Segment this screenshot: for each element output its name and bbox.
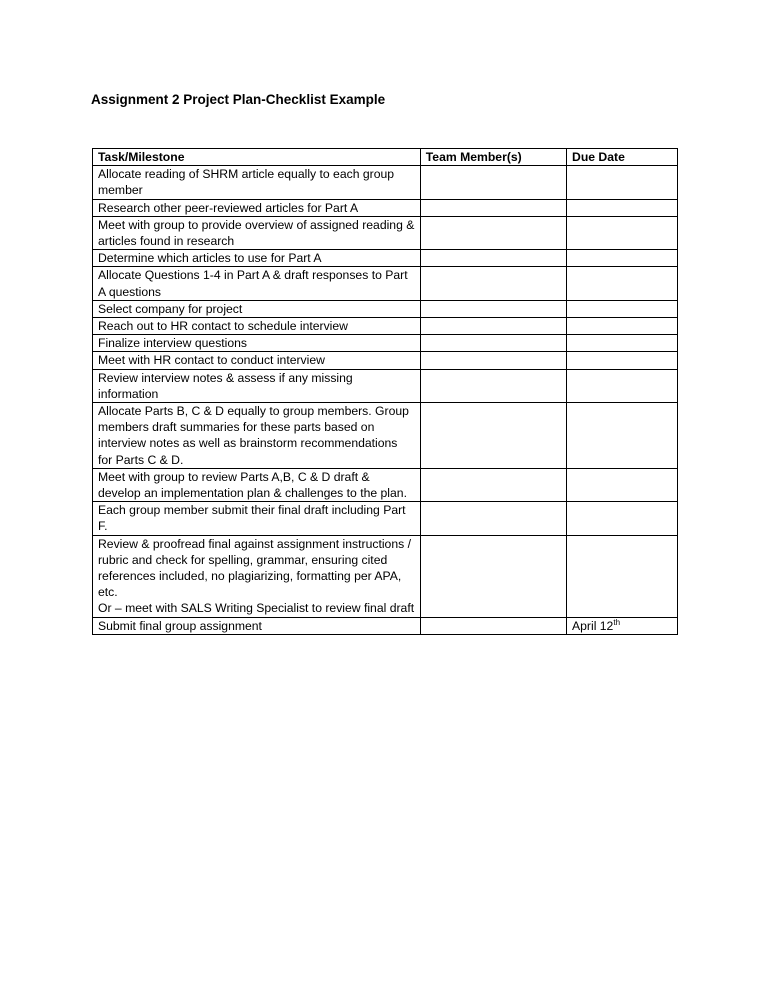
due-date-cell: [567, 318, 678, 335]
due-date-cell: [567, 535, 678, 617]
table-row: [93, 250, 678, 267]
task-text: Meet with group to provide overview of assigned reading & articles found in research: [98, 217, 415, 249]
due-date-text: April 12: [572, 618, 614, 633]
task-cell: [93, 352, 421, 369]
table-row: [93, 216, 678, 249]
due-date-cell: [567, 335, 678, 352]
due-date-cell: [567, 267, 678, 300]
team-member-cell: [420, 250, 566, 267]
due-date-cell: [567, 352, 678, 369]
due-date-cell: [567, 199, 678, 216]
task-cell: [93, 216, 421, 249]
task-text: Allocate Parts B, C & D equally to group members. Group members draft summaries for these parts based on interview notes as well as brainstorm recommendations for Parts C & D.: [98, 404, 409, 467]
task-text: Or – meet with SALS Writing Specialist to review final draft: [98, 601, 415, 616]
table-row: [93, 403, 678, 469]
task-text: Review interview notes & assess if any missing information: [98, 370, 353, 401]
due-date-cell: [567, 166, 678, 199]
task-cell: [93, 468, 421, 501]
team-member-cell: [420, 468, 566, 501]
table-body: [93, 166, 678, 635]
table-row: [93, 617, 678, 634]
team-member-cell: [420, 300, 566, 317]
task-text: Reach out to HR contact to schedule interview: [98, 319, 348, 334]
task-cell: [93, 199, 421, 216]
page-title: Assignment 2 Project Plan-Checklist Example: [91, 92, 386, 107]
team-member-cell: [420, 535, 566, 617]
due-date-cell: [567, 216, 678, 249]
table-row: [93, 199, 678, 216]
task-cell: [93, 617, 421, 634]
task-text: Meet with HR contact to conduct interview: [98, 353, 325, 368]
task-text: Determine which articles to use for Part A: [98, 251, 322, 266]
table-row: [93, 267, 678, 300]
header-task-milestone: Task/Milestone: [93, 149, 421, 166]
due-date-superscript: th: [613, 617, 621, 627]
team-member-cell: [420, 267, 566, 300]
table-row: [93, 166, 678, 199]
task-text: Allocate reading of SHRM article equally to each group member: [98, 167, 395, 198]
table-row: [93, 468, 678, 501]
team-member-cell: [420, 199, 566, 216]
table-row: [93, 352, 678, 369]
table-row: [93, 318, 678, 335]
task-cell: [93, 335, 421, 352]
due-date-cell: [567, 617, 678, 634]
task-text: Finalize interview questions: [98, 336, 248, 351]
task-text: Submit final group assignment: [98, 618, 262, 633]
task-cell: [93, 166, 421, 199]
task-cell: [93, 502, 421, 535]
task-text: Each group member submit their final draft including Part F.: [98, 503, 406, 534]
due-date-cell: [567, 468, 678, 501]
table-row: [93, 335, 678, 352]
task-cell: [93, 535, 421, 617]
task-text: Select company for project: [98, 301, 243, 316]
task-text: Meet with group to review Parts A,B, C & D draft & develop an implementation plan & challenges to the plan.: [98, 469, 407, 501]
table-row: [93, 300, 678, 317]
task-cell: [93, 267, 421, 300]
team-member-cell: [420, 352, 566, 369]
header-due-date: Due Date: [567, 149, 678, 166]
team-member-cell: [420, 166, 566, 199]
task-cell: [93, 250, 421, 267]
task-text: Review & proofread final against assignment instructions / rubric and check for spelling, grammar, ensuring cited references included, no plagiarizing, formatting per APA, etc.: [98, 536, 411, 600]
team-member-cell: [420, 335, 566, 352]
task-cell: [93, 300, 421, 317]
task-cell: [93, 403, 421, 469]
task-text: Research other peer-reviewed articles for Part A: [98, 200, 359, 215]
due-date-cell: [567, 300, 678, 317]
team-member-cell: [420, 403, 566, 469]
project-plan-table: [92, 148, 678, 635]
task-text: Allocate Questions 1-4 in Part A & draft responses to Part A questions: [98, 268, 408, 299]
task-cell: [93, 369, 421, 402]
team-member-cell: [420, 216, 566, 249]
team-member-cell: [420, 502, 566, 535]
header-team-members: Team Member(s): [420, 149, 566, 166]
due-date-cell: [567, 250, 678, 267]
due-date-cell: [567, 369, 678, 402]
table-row: [93, 369, 678, 402]
team-member-cell: [420, 617, 566, 634]
team-member-cell: [420, 318, 566, 335]
due-date-cell: [567, 502, 678, 535]
table-row: [93, 535, 678, 617]
due-date-cell: [567, 403, 678, 469]
table-row: [93, 502, 678, 535]
table-header-row: [93, 149, 678, 166]
team-member-cell: [420, 369, 566, 402]
task-cell: [93, 318, 421, 335]
